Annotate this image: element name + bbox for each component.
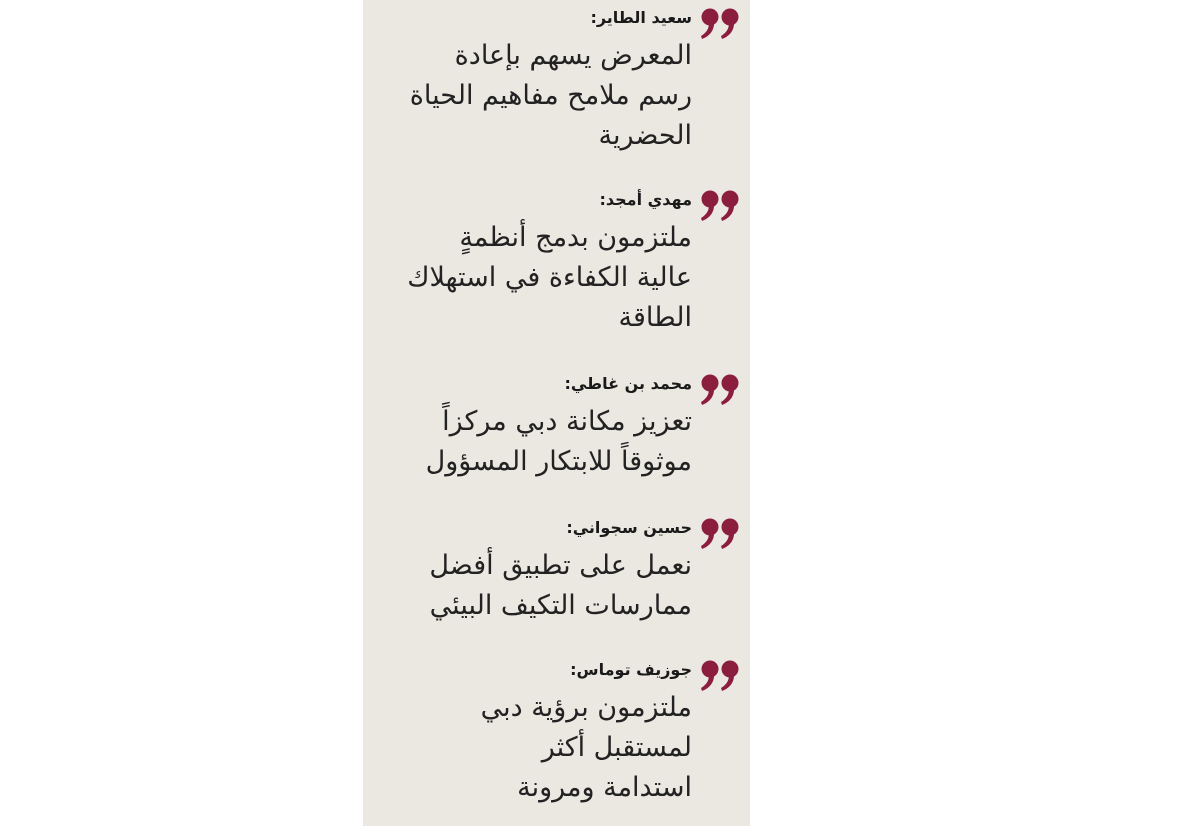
quote-line: رسم ملامح مفاهيم الحياة [409,80,692,111]
quote-line: موثوقاً للابتكار المسؤول [425,446,692,477]
quote-line: المعرض يسهم بإعادة [454,40,692,71]
closing-quote-icon [700,660,742,694]
quote-line: نعمل على تطبيق أفضل [429,550,692,581]
quote-line: ملتزمون برؤية دبي [480,692,692,723]
quote-line: الحضرية [598,120,692,151]
speaker-name: محمد بن غاطي: [564,374,692,393]
quote-line: تعزيز مكانة دبي مركزاً [442,406,692,437]
quote-line: الطاقة [618,302,692,333]
speaker-name: مهدي أمجد: [599,190,692,209]
quote-line: ملتزمون بدمج أنظمةٍ [459,222,692,253]
quote-line: لمستقبل أكثر [541,732,692,763]
quotes-panel [363,0,750,826]
speaker-name: حسين سجواني: [566,518,692,537]
closing-quote-icon [700,8,742,42]
quote-line: استدامة ومرونة [517,772,692,803]
speaker-name: سعيد الطاير: [590,8,692,27]
closing-quote-icon [700,518,742,552]
quote-line: عالية الكفاءة في استهلاك [407,262,692,293]
closing-quote-icon [700,374,742,408]
quote-line: ممارسات التكيف البيئي [429,590,692,621]
speaker-name: جوزيف توماس: [570,660,692,679]
closing-quote-icon [700,190,742,224]
